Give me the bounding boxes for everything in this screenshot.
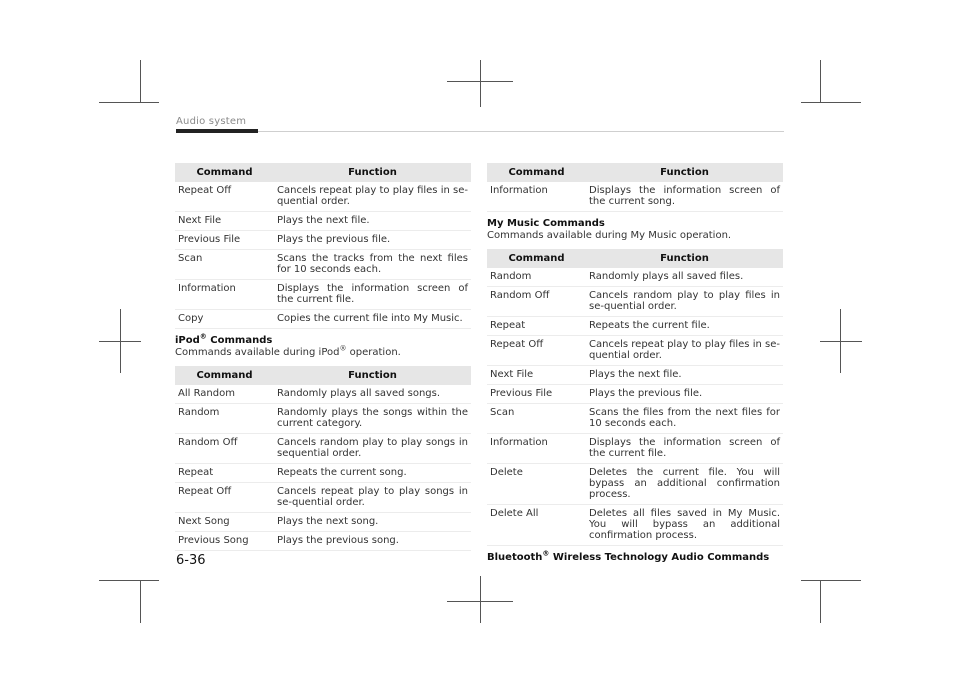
command-cell: Information — [175, 280, 274, 310]
section-title-ipod — [175, 332, 471, 347]
header-rule — [258, 131, 784, 132]
table-row — [487, 336, 783, 366]
function-cell: Plays the next file. — [274, 212, 471, 231]
right-column — [487, 163, 783, 564]
table-row — [175, 513, 471, 532]
function-cell: Cancels repeat play to play songs in se-quential order. — [274, 483, 471, 513]
function-cell: Repeats the current song. — [274, 464, 471, 483]
ipod-title-suffix: Commands — [206, 335, 273, 346]
function-cell: Scans the files from the next files for 10 seconds each. — [586, 404, 783, 434]
command-cell: Repeat Off — [175, 182, 274, 212]
table-row — [487, 464, 783, 505]
crop-mark — [801, 102, 861, 103]
header-bar — [176, 129, 258, 133]
function-cell: Scans the tracks from the next files for 10 seconds each. — [274, 250, 471, 280]
table-row — [175, 182, 471, 212]
function-cell: Plays the previous file. — [274, 231, 471, 250]
table-row — [175, 250, 471, 280]
table-row — [175, 464, 471, 483]
section-title-my-music: My Music Commands — [487, 218, 605, 229]
table-header-row — [487, 249, 783, 268]
crop-mark — [820, 341, 862, 342]
command-cell: Random Off — [487, 287, 586, 317]
crop-mark — [480, 576, 481, 623]
function-cell: Copies the current file into My Music. — [274, 310, 471, 329]
table-row — [487, 434, 783, 464]
command-cell: Next Song — [175, 513, 274, 532]
table-row — [487, 317, 783, 336]
column-header-command: Command — [487, 163, 586, 182]
column-header-command: Command — [175, 366, 274, 385]
table-row — [487, 366, 783, 385]
command-table — [175, 163, 471, 329]
command-cell: Repeat — [175, 464, 274, 483]
command-cell: Scan — [487, 404, 586, 434]
ipod-title-text: iPod — [175, 335, 200, 346]
command-cell: Random — [487, 268, 586, 287]
table-row — [487, 182, 783, 212]
table-row — [487, 505, 783, 546]
table-row — [175, 212, 471, 231]
command-cell: Next File — [487, 366, 586, 385]
function-cell: Randomly plays all saved files. — [586, 268, 783, 287]
section-subtitle-my-music: Commands available during My Music operation. — [487, 230, 732, 241]
command-cell: Information — [487, 182, 586, 212]
table-header-row — [175, 163, 471, 182]
registered-mark: ® — [542, 549, 550, 558]
crop-mark — [820, 60, 821, 103]
crop-mark — [99, 580, 159, 581]
command-cell: Copy — [175, 310, 274, 329]
bluetooth-title-text: Bluetooth — [487, 552, 543, 563]
crop-mark — [480, 60, 481, 107]
command-cell: Random — [175, 404, 274, 434]
table-row — [175, 310, 471, 329]
table-row — [175, 280, 471, 310]
section-title-bluetooth — [487, 549, 783, 564]
crop-mark — [801, 580, 861, 581]
ipod-sub-text: Commands available during iPod — [175, 347, 340, 358]
crop-mark — [447, 81, 513, 82]
function-cell: Displays the information screen of the current song. — [586, 182, 783, 212]
function-cell: Repeats the current file. — [586, 317, 783, 336]
table-row — [487, 404, 783, 434]
table-row — [175, 483, 471, 513]
ipod-sub-suffix: operation. — [346, 347, 401, 358]
function-cell: Plays the previous file. — [586, 385, 783, 404]
ipod-command-table — [175, 366, 471, 551]
crop-mark — [140, 60, 141, 103]
registered-mark: ® — [199, 332, 207, 341]
command-cell: Repeat — [487, 317, 586, 336]
bluetooth-title-suffix: Wireless Technology Audio Commands — [549, 552, 770, 563]
function-cell: Cancels repeat play to play files in se-quential order. — [274, 182, 471, 212]
command-cell: Next File — [175, 212, 274, 231]
function-cell: Displays the information screen of the current file. — [586, 434, 783, 464]
crop-mark — [99, 341, 141, 342]
table-row — [487, 385, 783, 404]
command-cell: Previous File — [487, 385, 586, 404]
column-header-function: Function — [586, 163, 783, 182]
command-cell: Scan — [175, 250, 274, 280]
function-cell: Plays the next file. — [586, 366, 783, 385]
section-header: Audio system — [176, 116, 247, 127]
table-row — [175, 434, 471, 464]
registered-mark: ® — [339, 344, 347, 353]
command-cell: All Random — [175, 385, 274, 404]
function-cell: Cancels random play to play songs in sequential order. — [274, 434, 471, 464]
command-cell: Previous File — [175, 231, 274, 250]
column-header-function: Function — [274, 366, 471, 385]
function-cell: Displays the information screen of the current file. — [274, 280, 471, 310]
crop-mark — [447, 601, 513, 602]
section-subtitle-ipod — [175, 344, 471, 359]
crop-mark — [820, 580, 821, 623]
table-header-row — [487, 163, 783, 182]
command-table — [487, 163, 783, 212]
column-header-function: Function — [274, 163, 471, 182]
command-cell: Information — [487, 434, 586, 464]
command-cell: Repeat Off — [175, 483, 274, 513]
page-number: 6-36 — [176, 553, 206, 568]
column-header-function: Function — [586, 249, 783, 268]
crop-mark — [99, 102, 159, 103]
my-music-command-table — [487, 249, 783, 546]
column-header-command: Command — [487, 249, 586, 268]
column-header-command: Command — [175, 163, 274, 182]
function-cell: Cancels repeat play to play files in se-quential order. — [586, 336, 783, 366]
function-cell: Plays the previous song. — [274, 532, 471, 551]
table-row — [175, 404, 471, 434]
command-cell: Repeat Off — [487, 336, 586, 366]
command-cell: Previous Song — [175, 532, 274, 551]
table-row — [175, 231, 471, 250]
command-cell: Random Off — [175, 434, 274, 464]
function-cell: Randomly plays all saved songs. — [274, 385, 471, 404]
left-column — [175, 163, 471, 551]
function-cell: Randomly plays the songs within the current category. — [274, 404, 471, 434]
function-cell: Deletes the current file. You will bypass an additional confirmation process. — [586, 464, 783, 505]
table-row — [175, 385, 471, 404]
command-cell: Delete — [487, 464, 586, 505]
table-row — [487, 287, 783, 317]
table-row — [487, 268, 783, 287]
crop-mark — [140, 580, 141, 623]
function-cell: Deletes all files saved in My Music. You will bypass an additional confirmation process. — [586, 505, 783, 546]
function-cell: Cancels random play to play files in se-quential order. — [586, 287, 783, 317]
table-header-row — [175, 366, 471, 385]
command-cell: Delete All — [487, 505, 586, 546]
function-cell: Plays the next song. — [274, 513, 471, 532]
table-row — [175, 532, 471, 551]
